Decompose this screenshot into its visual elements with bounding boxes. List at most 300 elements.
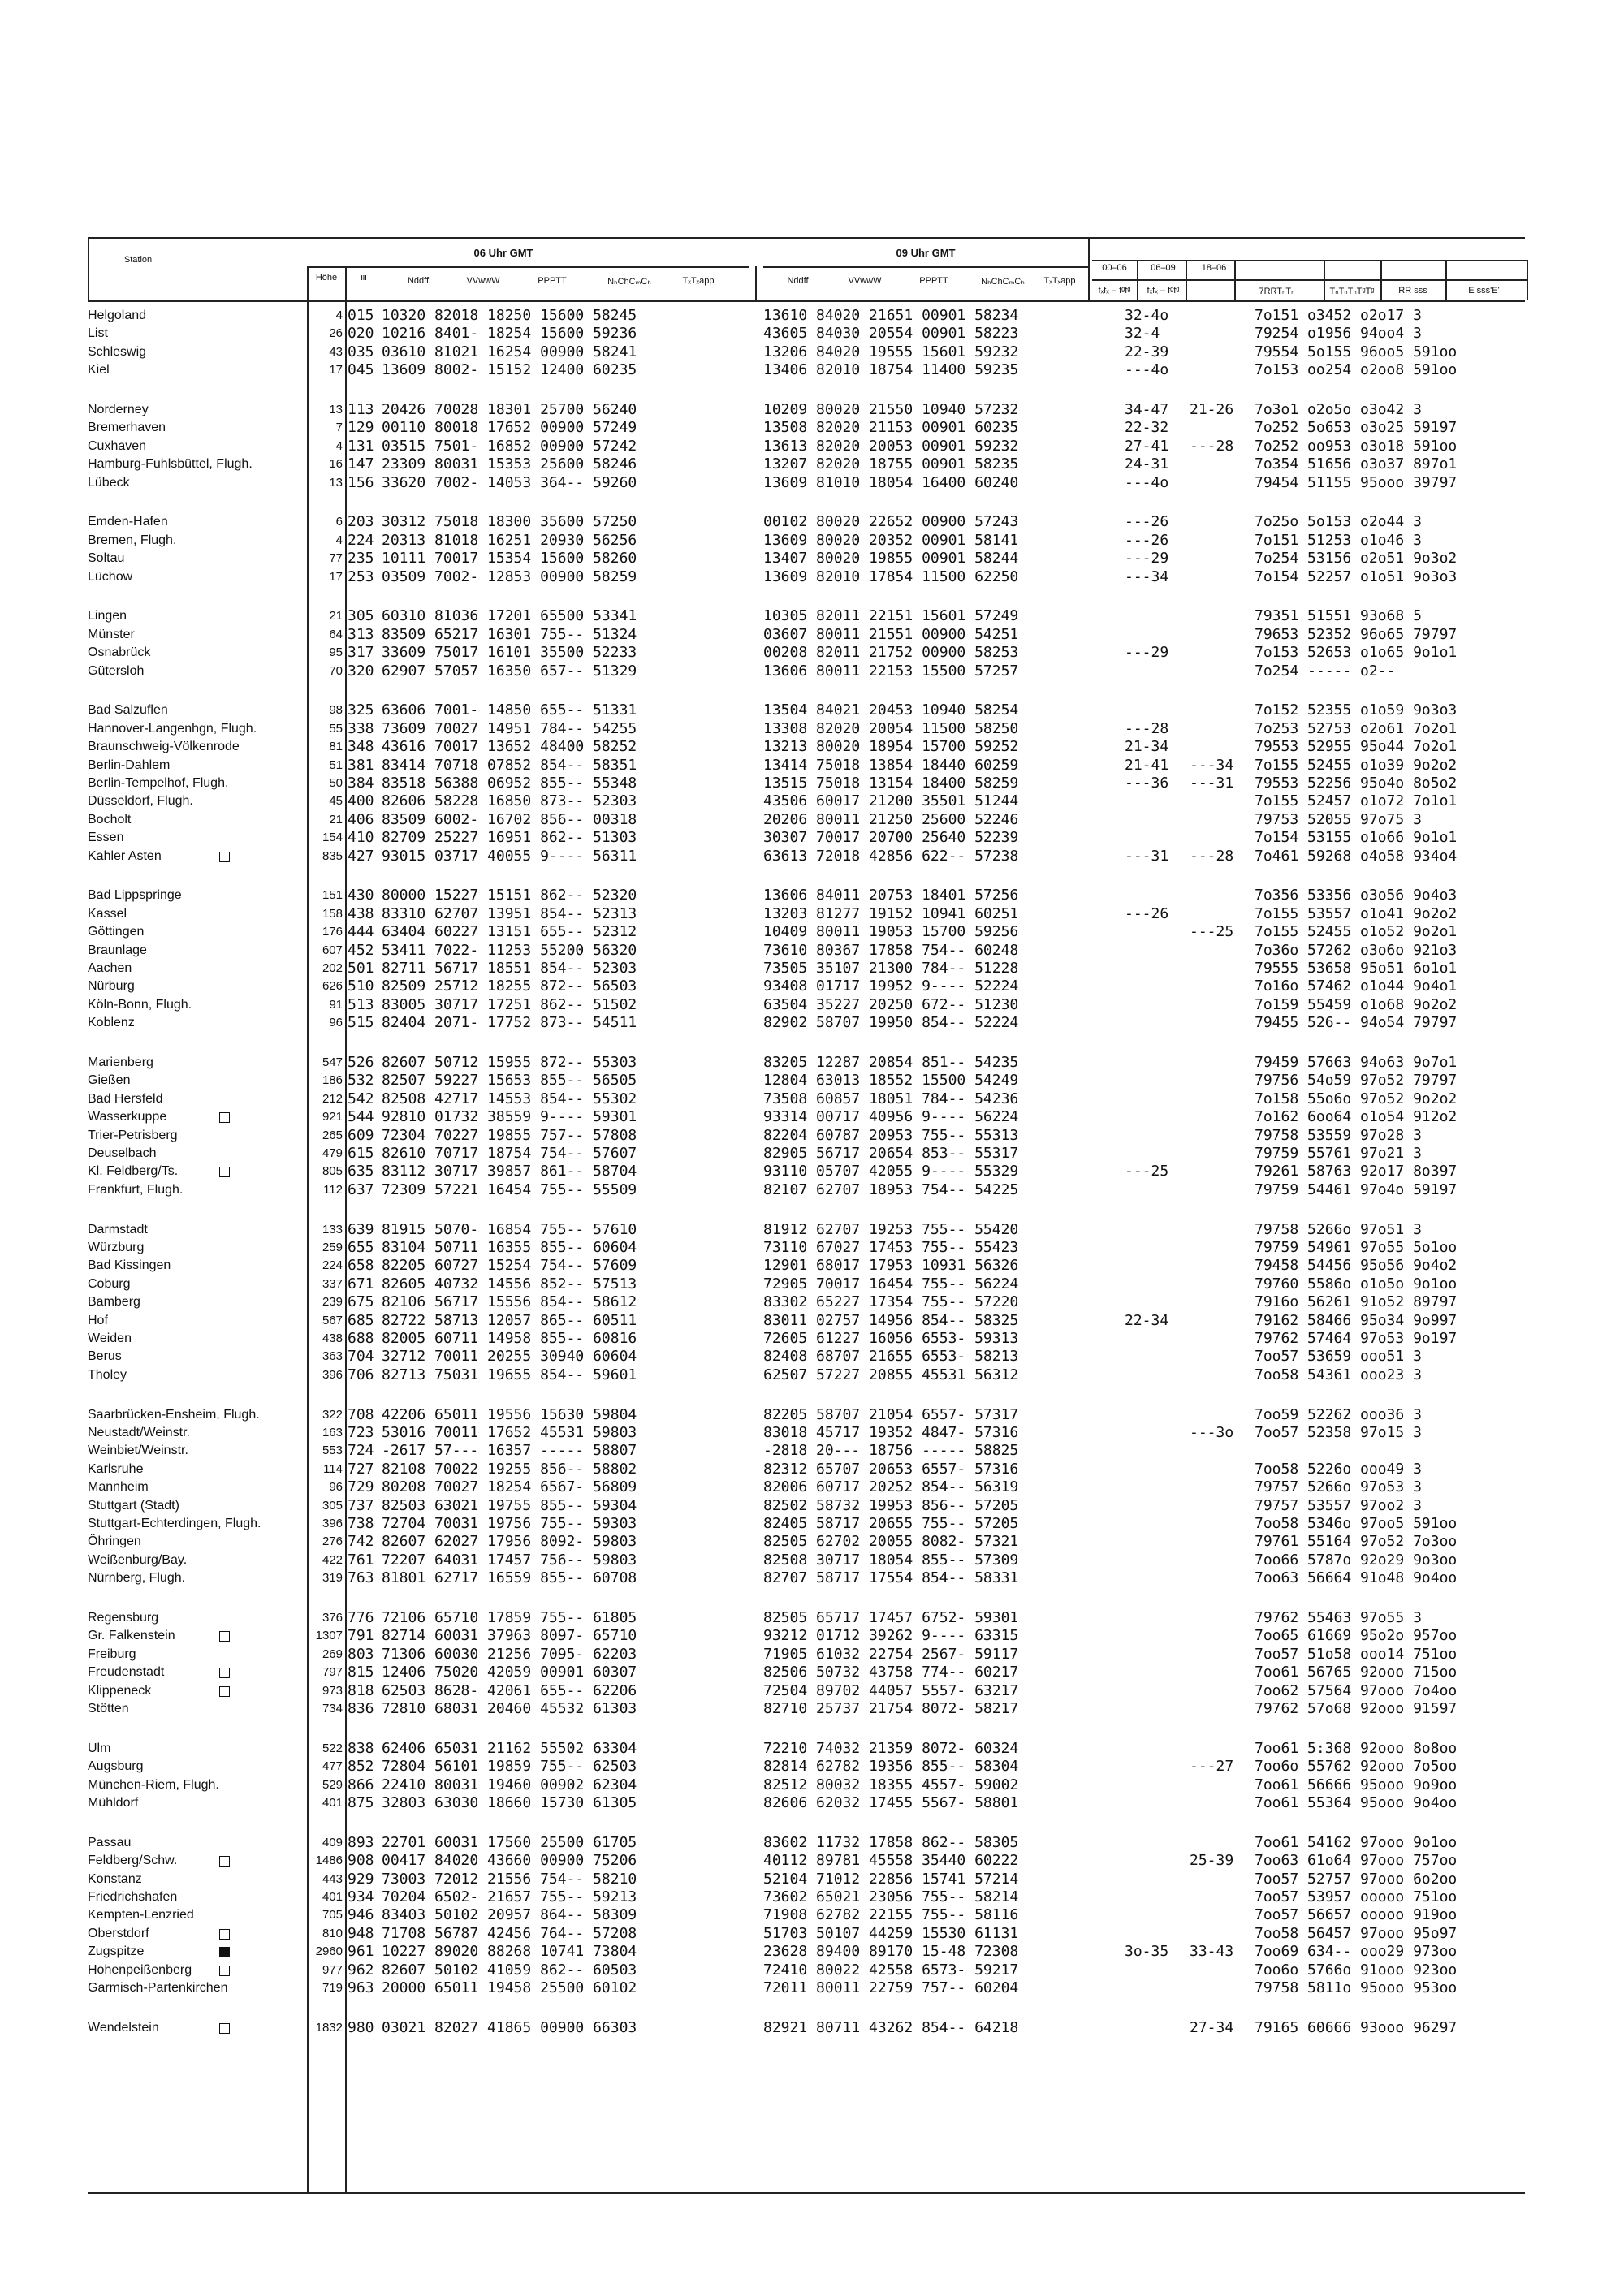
station-height: 16 <box>329 457 343 472</box>
station-height: 4 <box>335 309 343 322</box>
station-index: 129 <box>348 419 374 437</box>
station-name: Osnabrück <box>88 645 151 660</box>
table-rule <box>1092 279 1527 281</box>
station-height: 479 <box>322 1146 343 1160</box>
station-height: 151 <box>322 888 343 903</box>
station-name: Zugspitze <box>88 1944 145 1959</box>
obs-06-gmt: 83518 56388 06952 855-- 55348 <box>382 775 637 792</box>
gust-06-09: ---28 <box>1190 847 1234 865</box>
mountain-station-marker-icon <box>219 1108 230 1125</box>
header-09-col: Nddff <box>787 276 809 286</box>
station-index: 962 <box>348 1961 374 1979</box>
group-18-06: 7oo57 53957 ooooo 751oo <box>1255 1888 1458 1905</box>
station-name: Darmstadt <box>88 1222 148 1236</box>
group-18-06: 79455 526-- 94o54 79797 <box>1255 1014 1458 1032</box>
station-index: 934 <box>348 1888 374 1905</box>
group-18-06: 79165 60666 93ooo 96297 <box>1255 2018 1458 2036</box>
station-index: 427 <box>348 847 374 865</box>
group-18-06: 7oo61 5:368 92ooo 8o8oo <box>1255 1739 1458 1757</box>
station-index: 761 <box>348 1551 374 1569</box>
group-18-06: 79254 o1956 94oo4 3 <box>1255 325 1422 343</box>
obs-09-gmt: 82512 80032 18355 4557- 59002 <box>763 1776 1019 1793</box>
obs-09-gmt: 62507 57227 20855 45531 56312 <box>763 1366 1019 1383</box>
obs-09-gmt: 73508 60857 18051 784-- 54236 <box>763 1090 1019 1107</box>
station-height: 443 <box>322 1871 343 1886</box>
obs-09-gmt: 13606 80011 22153 15500 57257 <box>763 662 1019 680</box>
obs-06-gmt: 62503 8628- 42061 655-- 62206 <box>382 1681 637 1699</box>
table-rule <box>307 266 749 268</box>
obs-06-gmt: 82509 25712 18255 872-- 56503 <box>382 978 637 995</box>
station-height: 396 <box>322 1517 343 1530</box>
obs-09-gmt: 93110 05707 42055 9---- 55329 <box>763 1163 1019 1180</box>
station-index: 015 <box>348 307 374 324</box>
obs-09-gmt: 72011 80011 22759 757-- 60204 <box>763 1979 1019 1996</box>
table-rule <box>1527 260 1528 300</box>
obs-06-gmt: 03509 7002- 12853 00900 58259 <box>382 568 637 585</box>
header-09-col: PPPTT <box>919 276 948 286</box>
obs-06-gmt: 32712 70011 20255 30940 60604 <box>382 1348 637 1366</box>
obs-06-gmt: 82610 70717 18754 754-- 57607 <box>382 1145 637 1162</box>
station-height: 45 <box>329 794 343 809</box>
obs-06-gmt: 22410 80031 19460 00902 62304 <box>382 1776 637 1793</box>
group-18-06: 7o252 5o653 o3o25 59197 <box>1255 419 1458 437</box>
group-18-06: 7o154 53155 o1o66 9o1o1 <box>1255 829 1458 847</box>
gust-06-09: 25-39 <box>1190 1852 1234 1870</box>
group-18-06: 79351 51551 93o68 5 <box>1255 607 1422 625</box>
station-name: Gütersloh <box>88 663 145 678</box>
obs-06-gmt: 82503 63021 19755 855-- 59304 <box>382 1496 637 1514</box>
station-index: 410 <box>348 829 374 847</box>
obs-06-gmt: 83005 30717 17251 862-- 51502 <box>382 995 637 1013</box>
obs-09-gmt: 81912 62707 19253 755-- 55420 <box>763 1220 1019 1238</box>
obs-06-gmt: 20426 70028 18301 25700 56240 <box>382 401 637 418</box>
station-name: List <box>88 326 108 341</box>
station-index: 542 <box>348 1090 374 1107</box>
group-18-06: 79459 57663 94o63 9o7o1 <box>1255 1054 1458 1071</box>
station-name: Konstanz <box>88 1871 142 1886</box>
mountain-station-marker-icon <box>219 1163 230 1180</box>
obs-09-gmt: 13609 81010 18054 16400 60240 <box>763 473 1019 491</box>
header-hoehe: Höhe <box>315 273 338 283</box>
header-period: 06–09 <box>1151 263 1176 273</box>
obs-06-gmt: 82709 25227 16951 862-- 51303 <box>382 829 637 847</box>
station-name: Freudenstadt <box>88 1665 165 1680</box>
obs-06-gmt: 43616 70017 13652 48400 58252 <box>382 738 637 756</box>
gust-00-06: ---25 <box>1125 1163 1169 1180</box>
station-index: 406 <box>348 810 374 828</box>
obs-09-gmt: 82006 60717 20252 854-- 56319 <box>763 1478 1019 1496</box>
station-index: 818 <box>348 1681 374 1699</box>
station-index: 637 <box>348 1180 374 1198</box>
header-06-col: PPPTT <box>538 276 567 286</box>
station-index: 501 <box>348 960 374 977</box>
gust-00-06: 32-4o <box>1125 307 1169 324</box>
station-name: Regensburg <box>88 1611 159 1625</box>
group-18-06: 7oo6o 55762 92ooo 7o5oo <box>1255 1758 1458 1776</box>
gust-00-06: ---26 <box>1125 904 1169 922</box>
station-height: 265 <box>322 1128 343 1142</box>
station-height: 319 <box>322 1571 343 1586</box>
obs-09-gmt: 82204 60787 20953 755-- 55313 <box>763 1126 1019 1144</box>
station-index: 203 <box>348 513 374 531</box>
group-18-06: 7o155 53557 o1o41 9o2o2 <box>1255 904 1458 922</box>
gust-00-06: ---26 <box>1125 531 1169 549</box>
gust-00-06: 22-32 <box>1125 419 1169 437</box>
obs-09-gmt: 82505 62702 20055 8082- 57321 <box>763 1533 1019 1551</box>
gust-00-06: ---4o <box>1125 473 1169 491</box>
obs-09-gmt: 63613 72018 42856 622-- 57238 <box>763 847 1019 865</box>
obs-06-gmt: 72309 57221 16454 755-- 55509 <box>382 1180 637 1198</box>
obs-06-gmt: 03021 82027 41865 00900 66303 <box>382 2018 637 2036</box>
gust-00-06: 22-39 <box>1125 343 1169 360</box>
obs-06-gmt: 82606 58228 16850 873-- 52303 <box>382 792 637 810</box>
station-index: 929 <box>348 1870 374 1888</box>
group-18-06: 7o3o1 o2o5o o3o42 3 <box>1255 401 1422 418</box>
station-index: 384 <box>348 775 374 792</box>
station-height: 553 <box>322 1444 343 1458</box>
bottom-rule <box>88 2192 1525 2194</box>
mountain-station-marker-icon <box>219 1852 230 1869</box>
station-index: 963 <box>348 1979 374 1996</box>
station-name: Berus <box>88 1349 122 1364</box>
station-name: Bad Kissingen <box>88 1258 171 1273</box>
group-18-06: 79762 55463 97o55 3 <box>1255 1609 1422 1626</box>
obs-09-gmt: 13606 84011 20753 18401 57256 <box>763 887 1019 904</box>
station-index: 639 <box>348 1220 374 1238</box>
iii-rule <box>345 300 347 2192</box>
obs-06-gmt: 00417 84020 43660 00900 75206 <box>382 1852 637 1870</box>
gust-00-06: 27-41 <box>1125 437 1169 455</box>
station-index: 658 <box>348 1257 374 1275</box>
header-subcol: RR sss <box>1398 286 1427 296</box>
obs-06-gmt: 72704 70031 19756 755-- 59303 <box>382 1515 637 1532</box>
obs-06-gmt: 03515 7501- 16852 00900 57242 <box>382 437 637 455</box>
station-height: 810 <box>322 1926 343 1940</box>
station-height: 607 <box>322 943 343 957</box>
station-index: 320 <box>348 662 374 680</box>
obs-09-gmt: 83011 02757 14956 854-- 58325 <box>763 1311 1019 1329</box>
obs-09-gmt: 40112 89781 45558 35440 60222 <box>763 1852 1019 1870</box>
station-name: Göttingen <box>88 925 145 939</box>
obs-09-gmt: 13308 82020 20054 11500 58250 <box>763 719 1019 737</box>
station-height: 4 <box>335 533 343 547</box>
station-name: Soltau <box>88 551 125 566</box>
obs-06-gmt: 82714 60031 37963 8097- 65710 <box>382 1627 637 1645</box>
obs-09-gmt: 23628 89400 89170 15-48 72308 <box>763 1943 1019 1961</box>
station-height: 1307 <box>315 1629 343 1643</box>
table-rule <box>1186 260 1187 300</box>
obs-09-gmt: 13504 84021 20453 10940 58254 <box>763 701 1019 719</box>
station-height: 81 <box>329 740 343 754</box>
obs-06-gmt: 83414 70718 07852 854-- 58351 <box>382 756 637 774</box>
gust-00-06: 21-34 <box>1125 738 1169 756</box>
station-height: 43 <box>329 344 343 359</box>
gust-00-06: 22-34 <box>1125 1311 1169 1329</box>
obs-09-gmt: 13206 84020 19555 15601 59232 <box>763 343 1019 360</box>
station-index: 763 <box>348 1569 374 1587</box>
obs-06-gmt: 53411 7022- 11253 55200 56320 <box>382 941 637 959</box>
station-name: Weinbiet/Weinstr. <box>88 1444 188 1458</box>
station-index: 655 <box>348 1239 374 1256</box>
station-name: Garmisch-Partenkirchen <box>88 1981 228 1995</box>
obs-09-gmt: 82710 25737 21754 8072- 58217 <box>763 1700 1019 1717</box>
group-18-06: 79454 51155 95ooo 39797 <box>1255 473 1458 491</box>
mountain-station-marker-icon <box>219 2019 230 2036</box>
obs-09-gmt: 13508 82020 21153 00901 60235 <box>763 419 1019 437</box>
obs-09-gmt: 13609 80020 20352 00901 58141 <box>763 531 1019 549</box>
obs-09-gmt: 43506 60017 21200 35501 51244 <box>763 792 1019 810</box>
obs-06-gmt: 70204 6502- 21657 755-- 59213 <box>382 1888 637 1905</box>
obs-09-gmt: 82502 58732 19953 856-- 57205 <box>763 1496 1019 1514</box>
obs-09-gmt: 10305 82011 22151 15601 57249 <box>763 607 1019 625</box>
group-18-06: 79261 58763 92o17 8o397 <box>1255 1163 1458 1180</box>
station-index: 452 <box>348 941 374 959</box>
station-index: 235 <box>348 550 374 568</box>
group-18-06: 79758 5811o 95ooo 953oo <box>1255 1979 1458 1996</box>
station-height: 158 <box>322 906 343 921</box>
obs-09-gmt: 82312 65707 20653 6557- 57316 <box>763 1460 1019 1478</box>
table-rule <box>1088 237 1090 300</box>
obs-06-gmt: 00110 80018 17652 00900 57249 <box>382 419 637 437</box>
group-18-06: 79757 53557 97oo2 3 <box>1255 1496 1422 1514</box>
station-height: 1486 <box>315 1854 343 1868</box>
obs-06-gmt: 62907 57057 16350 657-- 51329 <box>382 662 637 680</box>
station-height: 96 <box>329 1016 343 1030</box>
group-18-06: 79762 57o68 92ooo 91597 <box>1255 1700 1458 1717</box>
header-iii: iii <box>361 273 367 283</box>
station-height: 363 <box>322 1349 343 1364</box>
mountain-station-marker-icon <box>219 1962 230 1979</box>
station-height: 17 <box>329 569 343 584</box>
header-subcol: fₓfₓ – fᵍfᵍ <box>1147 286 1180 296</box>
obs-06-gmt: 80208 70027 18254 6567- 56809 <box>382 1478 637 1496</box>
obs-09-gmt: 83205 12287 20854 851-- 54235 <box>763 1054 1019 1071</box>
station-height: 477 <box>322 1759 343 1774</box>
group-18-06: 7oo57 53659 ooo51 3 <box>1255 1348 1422 1366</box>
station-index: 348 <box>348 738 374 756</box>
station-name: Wasserkuppe <box>88 1110 167 1124</box>
obs-09-gmt: 73110 67027 17453 755-- 55423 <box>763 1239 1019 1256</box>
group-18-06: 79162 58466 95o34 9o997 <box>1255 1311 1458 1329</box>
station-index: 727 <box>348 1460 374 1478</box>
station-name: Marienberg <box>88 1055 153 1069</box>
header-station: Station <box>123 255 153 265</box>
group-18-06: 7o16o 57462 o1o44 9o4o1 <box>1255 978 1458 995</box>
station-height: 70 <box>329 663 343 678</box>
obs-06-gmt: 30312 75018 18300 35600 57250 <box>382 513 637 531</box>
obs-06-gmt: 82607 50712 15955 872-- 55303 <box>382 1054 637 1071</box>
station-name: Freiburg <box>88 1646 136 1661</box>
station-index: 526 <box>348 1054 374 1071</box>
station-name: Weißenburg/Bay. <box>88 1552 188 1567</box>
station-name: Bremerhaven <box>88 421 166 435</box>
group-18-06: 7oo58 56457 97ooo 95o97 <box>1255 1924 1458 1942</box>
obs-06-gmt: 83403 50102 20957 864-- 58309 <box>382 1906 637 1924</box>
station-height: 212 <box>322 1091 343 1106</box>
station-name: Braunlage <box>88 943 147 957</box>
obs-06-gmt: 53016 70011 17652 45531 59803 <box>382 1424 637 1441</box>
obs-09-gmt: 13207 82020 18755 00901 58235 <box>763 455 1019 473</box>
group-18-06: 79759 54961 97o55 5o1oo <box>1255 1239 1458 1256</box>
station-height: 734 <box>322 1702 343 1716</box>
station-height: 202 <box>322 961 343 975</box>
station-name: Wendelstein <box>88 2020 159 2035</box>
station-index: 400 <box>348 792 374 810</box>
group-18-06: 79756 54o59 97o52 79797 <box>1255 1072 1458 1090</box>
station-index: 513 <box>348 995 374 1013</box>
station-index: 615 <box>348 1145 374 1162</box>
obs-09-gmt: 51703 50107 44259 15530 61131 <box>763 1924 1019 1942</box>
station-index: 961 <box>348 1943 374 1961</box>
obs-09-gmt: 73505 35107 21300 784-- 51228 <box>763 960 1019 977</box>
obs-09-gmt: 13613 82020 20053 00901 59232 <box>763 437 1019 455</box>
header-09-col: TₓTₓapp <box>1043 276 1076 286</box>
header-06-gmt: 06 Uhr GMT <box>473 247 533 259</box>
obs-06-gmt: 20313 81018 16251 20930 56256 <box>382 531 637 549</box>
mountain-station-marker-icon <box>219 1682 230 1699</box>
station-name: Cuxhaven <box>88 438 147 453</box>
gust-06-09: ---27 <box>1190 1758 1234 1776</box>
station-index: 948 <box>348 1924 374 1942</box>
station-name: Nürburg <box>88 979 135 994</box>
station-height: 114 <box>323 1461 343 1476</box>
table-rule <box>307 266 309 300</box>
mountain-station-marker-icon <box>219 1627 230 1644</box>
group-18-06: 79458 54456 95o56 9o4o2 <box>1255 1257 1458 1275</box>
station-height: 7 <box>335 421 343 435</box>
obs-06-gmt: 71306 60030 21256 7095- 62203 <box>382 1645 637 1663</box>
obs-06-gmt: 71708 56787 42456 764-- 57208 <box>382 1924 637 1942</box>
station-name: Feldberg/Schw. <box>88 1854 178 1868</box>
station-index: 338 <box>348 719 374 737</box>
obs-06-gmt: 72804 56101 19859 755-- 62503 <box>382 1758 637 1776</box>
station-index: 706 <box>348 1366 374 1383</box>
station-index: 045 <box>348 361 374 379</box>
station-height: 973 <box>322 1683 343 1698</box>
table-rule <box>88 237 1525 239</box>
gust-00-06: 3o-35 <box>1125 1943 1169 1961</box>
station-height: 13 <box>329 403 343 416</box>
header-09-gmt: 09 Uhr GMT <box>896 247 956 259</box>
station-index: 803 <box>348 1645 374 1663</box>
obs-09-gmt: 03607 80011 21551 00900 54251 <box>763 625 1019 643</box>
station-height: 396 <box>322 1367 343 1382</box>
station-height: 422 <box>322 1552 343 1567</box>
header-subcol: fₓfₓ – fᵍfᵍ <box>1098 286 1131 296</box>
station-height: 438 <box>322 1331 343 1345</box>
station-index: 131 <box>348 437 374 455</box>
station-index: 381 <box>348 756 374 774</box>
station-name: Berlin-Dahlem <box>88 757 171 772</box>
station-height: 6 <box>335 515 343 529</box>
obs-06-gmt: 10227 89020 88268 10741 73804 <box>382 1943 637 1961</box>
station-height: 21 <box>329 609 343 624</box>
mountain-station-marker-icon <box>219 1664 230 1681</box>
header-subcol: TₙTₙTₙTᵍTᵍ <box>1329 287 1375 296</box>
group-18-06: 7o254 ----- o2-- <box>1255 662 1405 680</box>
group-18-06: 7oo69 634-- ooo29 973oo <box>1255 1943 1458 1961</box>
station-index: 815 <box>348 1664 374 1681</box>
table-rule <box>88 237 89 300</box>
group-18-06: 7o151 51253 o1o46 3 <box>1255 531 1422 549</box>
group-18-06: 79653 52352 96o65 79797 <box>1255 625 1458 643</box>
obs-09-gmt: 00208 82011 21752 00900 58253 <box>763 644 1019 662</box>
obs-09-gmt: 13609 82010 17854 11500 62250 <box>763 568 1019 585</box>
gust-00-06: ---4o <box>1125 361 1169 379</box>
gust-00-06: 24-31 <box>1125 455 1169 473</box>
obs-06-gmt: 10111 70017 15354 15600 58260 <box>382 550 637 568</box>
obs-09-gmt: 13407 80020 19855 00901 58244 <box>763 550 1019 568</box>
obs-09-gmt: 82606 62032 17455 5567- 58801 <box>763 1794 1019 1811</box>
obs-09-gmt: 82408 68707 21655 6553- 58213 <box>763 1348 1019 1366</box>
station-index: 737 <box>348 1496 374 1514</box>
obs-06-gmt: 22701 60031 17560 25500 61705 <box>382 1833 637 1851</box>
station-height: 522 <box>322 1741 343 1755</box>
station-name: Mannheim <box>88 1480 149 1495</box>
gust-06-09: ---34 <box>1190 756 1234 774</box>
gust-00-06: 32-4 <box>1125 325 1160 343</box>
obs-09-gmt: 13610 84020 21651 00901 58234 <box>763 307 1019 324</box>
station-height: 977 <box>322 1962 343 1977</box>
header-subcol: 7RRTₙTₙ <box>1259 287 1295 296</box>
station-name: Lübeck <box>88 475 130 490</box>
station-index: 893 <box>348 1833 374 1851</box>
group-18-06: 7o36o 57262 o3o6o 921o3 <box>1255 941 1458 959</box>
obs-09-gmt: 12901 68017 17953 10931 56326 <box>763 1257 1019 1275</box>
station-index: 510 <box>348 978 374 995</box>
station-index: 430 <box>348 887 374 904</box>
station-height: 719 <box>322 1981 343 1995</box>
station-index: 325 <box>348 701 374 719</box>
obs-09-gmt: 72210 74032 21359 8072- 60324 <box>763 1739 1019 1757</box>
station-index: 946 <box>348 1906 374 1924</box>
station-height: 112 <box>323 1182 343 1197</box>
station-index: 742 <box>348 1533 374 1551</box>
obs-06-gmt: 60310 81036 17201 65500 53341 <box>382 607 637 625</box>
obs-09-gmt: 72410 80022 42558 6573- 59217 <box>763 1961 1019 1979</box>
obs-06-gmt: 83104 50711 16355 855-- 60604 <box>382 1239 637 1256</box>
obs-09-gmt: 10209 80020 21550 10940 57232 <box>763 401 1019 418</box>
obs-09-gmt: 93212 01712 39262 9---- 63315 <box>763 1627 1019 1645</box>
group-18-06: 7oo61 56666 95ooo 9o9oo <box>1255 1776 1458 1793</box>
station-height: 163 <box>322 1426 343 1439</box>
station-index: 035 <box>348 343 374 360</box>
station-name: Neustadt/Weinstr. <box>88 1426 190 1439</box>
header-06-col: Nddff <box>407 276 430 286</box>
gust-06-09: ---31 <box>1190 775 1234 792</box>
group-18-06: 7oo57 51o58 ooo14 751oo <box>1255 1645 1458 1663</box>
mountain-station-marker-icon <box>219 848 230 865</box>
station-name: Coburg <box>88 1276 131 1291</box>
station-name: Kiel <box>88 363 110 378</box>
obs-06-gmt: 13609 8002- 15152 12400 60235 <box>382 361 637 379</box>
group-18-06: 7o159 55459 o1o68 9o2o2 <box>1255 995 1458 1013</box>
obs-06-gmt: 33620 7002- 14053 364-- 59260 <box>382 473 637 491</box>
station-name: Hannover-Langenhgn, Flugh. <box>88 721 257 736</box>
gust-06-09: ---25 <box>1190 923 1234 941</box>
gust-00-06: ---31 <box>1125 847 1169 865</box>
gust-06-09: ---28 <box>1190 437 1234 455</box>
gust-00-06: 21-41 <box>1125 756 1169 774</box>
station-index: 685 <box>348 1311 374 1329</box>
group-18-06: 7oo61 55364 95ooo 9o4oo <box>1255 1794 1458 1811</box>
obs-09-gmt: 82508 30717 18054 855-- 57309 <box>763 1551 1019 1569</box>
station-height: 337 <box>322 1276 343 1291</box>
group-18-06: 7o153 52653 o1o65 9o1o1 <box>1255 644 1458 662</box>
obs-09-gmt: 13203 81277 19152 10941 60251 <box>763 904 1019 922</box>
mountain-station-marker-icon <box>219 1925 230 1942</box>
obs-06-gmt: 82108 70022 19255 856-- 58802 <box>382 1460 637 1478</box>
